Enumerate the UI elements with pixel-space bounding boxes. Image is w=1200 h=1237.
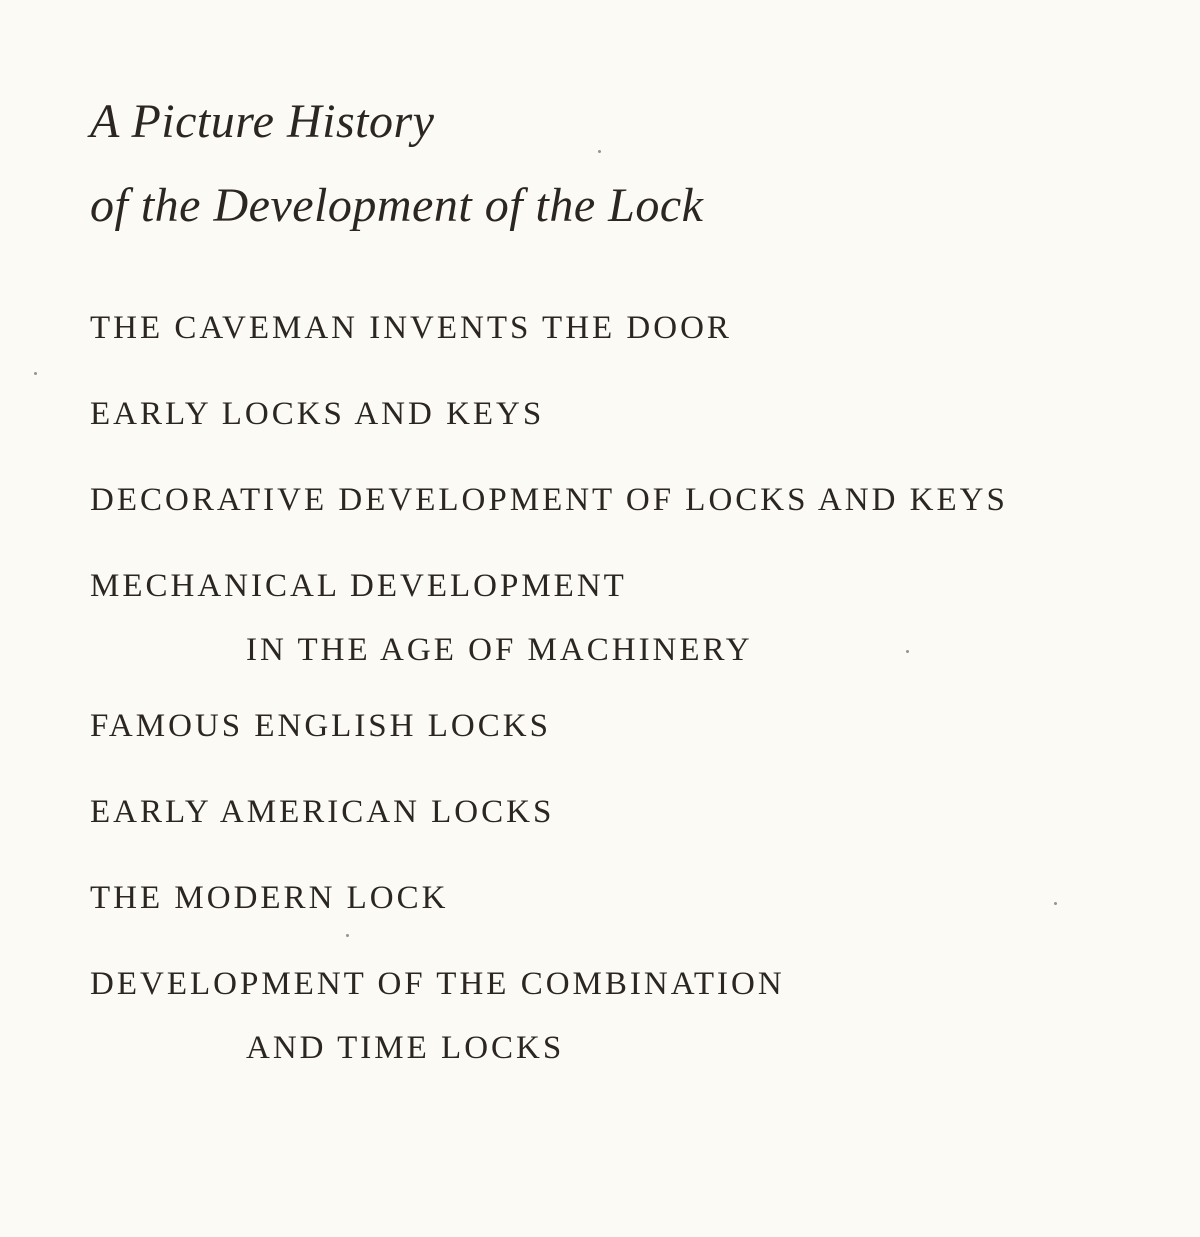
paper-speck: [598, 150, 601, 153]
entry-title: EARLY LOCKS AND KEYS: [90, 396, 545, 432]
entry-title: DEVELOPMENT OF THE COMBINATION: [90, 966, 785, 1002]
entry-title-continuation: IN THE AGE OF MACHINERY: [246, 632, 753, 668]
entry-title: DECORATIVE DEVELOPMENT OF LOCKS AND KEYS: [90, 482, 1008, 518]
entry-title: THE CAVEMAN INVENTS THE DOOR: [90, 310, 732, 346]
contents-entry: [90, 704, 551, 748]
contents-entry: [90, 564, 753, 672]
page-title: [90, 80, 703, 248]
contents-entry: [90, 876, 448, 920]
entry-title: EARLY AMERICAN LOCKS: [90, 794, 555, 830]
contents-entry: [90, 790, 554, 834]
entry-title: MECHANICAL DEVELOPMENT: [90, 568, 627, 604]
entry-title: FAMOUS ENGLISH LOCKS: [90, 708, 551, 744]
paper-speck: [346, 934, 349, 937]
title-line-1: A Picture History: [90, 95, 435, 148]
contents-entry: [90, 392, 544, 436]
entry-title: THE MODERN LOCK: [90, 880, 449, 916]
paper-speck: [906, 650, 909, 653]
entry-title-continuation: AND TIME LOCKS: [246, 1030, 565, 1066]
title-line-2: of the Development of the Lock: [90, 179, 704, 232]
contents-entry: [90, 478, 1008, 522]
contents-entry: [90, 306, 732, 350]
paper-speck: [34, 372, 37, 375]
paper-speck: [1054, 902, 1057, 905]
contents-entry: [90, 962, 785, 1070]
